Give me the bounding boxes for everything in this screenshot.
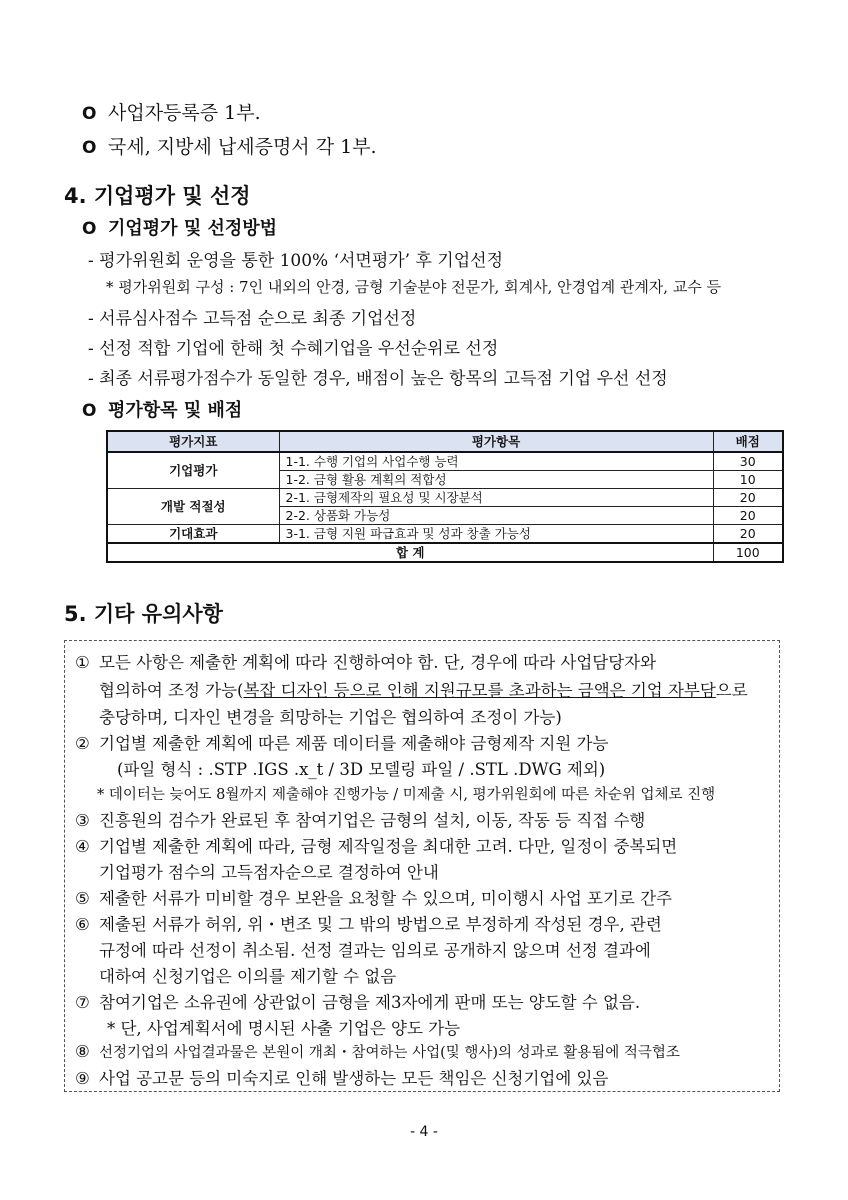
circle-bullet: O bbox=[82, 219, 97, 239]
score-cell: 10 bbox=[713, 471, 783, 489]
item-cell: 2-1. 금형제작의 필요성 및 시장분석 bbox=[279, 489, 713, 507]
header-score: 배점 bbox=[713, 431, 783, 452]
top-item-tax-certificate bbox=[82, 132, 377, 159]
section-4-title: 4. 기업평가 및 선정 bbox=[64, 184, 251, 208]
note-underlined-text: 복잡 디자인 등으로 인해 지원규모를 초과하는 금액은 기업 자부담 bbox=[243, 681, 716, 700]
note-text: 기업별 제출한 계획에 따라, 금형 제작일정을 최대한 고려. 다만, 일정이 중복되면 bbox=[99, 837, 678, 856]
note-5 bbox=[75, 885, 672, 909]
score-cell: 30 bbox=[713, 452, 783, 471]
item-cell: 1-2. 금형 활용 계획의 적합성 bbox=[279, 471, 713, 489]
category-company-eval: 기업평가 bbox=[107, 452, 279, 489]
table-total-row bbox=[107, 543, 783, 562]
score-cell: 20 bbox=[713, 507, 783, 525]
method-line-4: - 최종 서류평가점수가 동일한 경우, 배점이 높은 항목의 고득점 기업 우선 선정 bbox=[88, 369, 668, 389]
note-1 bbox=[75, 649, 656, 673]
note-text: 제출한 서류가 미비할 경우 보완을 요청할 수 있으며, 미이행시 사업 포기로 간주 bbox=[99, 889, 672, 908]
method-line-3: - 선정 적합 기업에 한해 첫 수혜기업을 우선순위로 선정 bbox=[88, 339, 499, 359]
note-text: 기업별 제출한 계획에 따른 제품 데이터를 제출해야 금형제작 지원 가능 bbox=[99, 734, 609, 753]
table-row bbox=[107, 525, 783, 544]
note-number: ⑤ bbox=[75, 889, 90, 908]
section-5-title: 5. 기타 유의사항 bbox=[64, 602, 223, 626]
score-cell: 20 bbox=[713, 525, 783, 544]
note-number: ⑨ bbox=[75, 1069, 90, 1088]
note-4 bbox=[75, 833, 677, 857]
note-9 bbox=[75, 1065, 608, 1089]
note-text: 제출된 서류가 허위, 위・변조 및 그 밖의 방법으로 부정하게 작성된 경우, 관련 bbox=[99, 915, 662, 934]
note-4-line-2: 기업평가 점수의 고득점자순으로 결정하여 안내 bbox=[99, 863, 439, 882]
category-development: 개발 적절성 bbox=[107, 489, 279, 525]
header-item: 평가항목 bbox=[279, 431, 713, 452]
note-text: 선정기업의 사업결과물은 본원이 개최・참여하는 사업(및 행사)의 성과로 활용됨에 적극협조 bbox=[99, 1045, 680, 1061]
evaluation-items-title bbox=[82, 396, 242, 422]
note-text: 참여기업은 소유권에 상관없이 금형을 제3자에게 판매 또는 양도할 수 없음. bbox=[99, 993, 641, 1012]
note-number: ⑧ bbox=[75, 1042, 90, 1061]
note-text: 사업 공고문 등의 미숙지로 인해 발생하는 모든 책임은 신청기업에 있음 bbox=[99, 1069, 609, 1088]
note-text: 모든 사항은 제출한 계획에 따라 진행하여야 함. 단, 경우에 따라 사업담당자와 bbox=[99, 653, 657, 672]
item-cell: 2-2. 상품화 가능성 bbox=[279, 507, 713, 525]
table-row bbox=[107, 489, 783, 507]
method-line-2: - 서류심사점수 고득점 순으로 최종 기업선정 bbox=[88, 309, 417, 329]
circle-bullet: O bbox=[82, 104, 97, 124]
note-6-line-2: 규정에 따라 선정이 취소됨. 선정 결과는 임의로 공개하지 않으며 선정 결과에 bbox=[99, 941, 651, 960]
total-score: 100 bbox=[713, 543, 783, 562]
top-item-business-registration bbox=[82, 98, 261, 125]
note-7-exception: * 단, 사업계획서에 명시된 사출 기업은 양도 가능 bbox=[107, 1019, 461, 1038]
note-6 bbox=[75, 911, 662, 935]
item-cell: 3-1. 금형 지원 파급효과 및 성과 창출 가능성 bbox=[279, 525, 713, 544]
note-text: 진흥원의 검수가 완료된 후 참여기업은 금형의 설치, 이동, 작동 등 직접 수행 bbox=[99, 811, 646, 830]
note-number: ④ bbox=[75, 837, 90, 856]
note-8 bbox=[75, 1041, 680, 1062]
note-number: ⑦ bbox=[75, 993, 90, 1012]
note-1-line-2 bbox=[75, 677, 748, 701]
note-2-data-deadline: * 데이터는 늦어도 8월까지 제출해야 진행가능 / 미제출 시, 평가위원회에 따른 차순위 업체로 진행 bbox=[97, 787, 716, 803]
top-item-text: 사업자등록증 1부. bbox=[108, 102, 261, 124]
evaluation-table bbox=[106, 430, 784, 563]
note-7 bbox=[75, 989, 640, 1013]
circle-bullet: O bbox=[82, 138, 97, 158]
method-title-text: 기업평가 및 선정방법 bbox=[108, 218, 278, 239]
page-number: - 4 - bbox=[410, 1124, 438, 1140]
category-expected-effect: 기대효과 bbox=[107, 525, 279, 544]
note-2-file-formats: (파일 형식 : .STP .IGS .x_t / 3D 모델링 파일 / .STL .DWG 제외) bbox=[117, 760, 606, 779]
evaluation-method-title bbox=[82, 214, 277, 240]
item-cell: 1-1. 수행 기업의 사업수행 능력 bbox=[279, 452, 713, 471]
note-number: ③ bbox=[75, 811, 90, 830]
note-3 bbox=[75, 807, 645, 831]
note-text: 협의하여 조정 가능( bbox=[99, 681, 244, 700]
header-indicator: 평가지표 bbox=[107, 431, 279, 452]
top-item-text: 국세, 지방세 납세증명서 각 1부. bbox=[108, 136, 377, 158]
note-1-line-3: 충당하며, 디자인 변경을 희망하는 기업은 협의하여 조정이 가능) bbox=[99, 708, 562, 727]
note-2 bbox=[75, 730, 608, 754]
note-6-line-3: 대하여 신청기업은 이의를 제기할 수 없음 bbox=[99, 967, 397, 986]
total-label: 합 계 bbox=[107, 543, 713, 562]
note-text: 으로 bbox=[715, 681, 748, 700]
method-line-1: - 평가위원회 운영을 통한 100% ‘서면평가’ 후 기업선정 bbox=[88, 251, 503, 271]
table-row bbox=[107, 452, 783, 471]
note-number: ⑥ bbox=[75, 915, 90, 934]
score-cell: 20 bbox=[713, 489, 783, 507]
note-number: ② bbox=[75, 734, 90, 753]
note-number: ① bbox=[75, 653, 90, 672]
items-title-text: 평가항목 및 배점 bbox=[108, 400, 243, 421]
circle-bullet: O bbox=[82, 401, 97, 421]
method-note-committee: * 평가위원회 구성 : 7인 내외의 안경, 금형 기술분야 전문가, 회계사, 안경업계 관계자, 교수 등 bbox=[106, 278, 722, 296]
notes-box bbox=[64, 640, 780, 1092]
